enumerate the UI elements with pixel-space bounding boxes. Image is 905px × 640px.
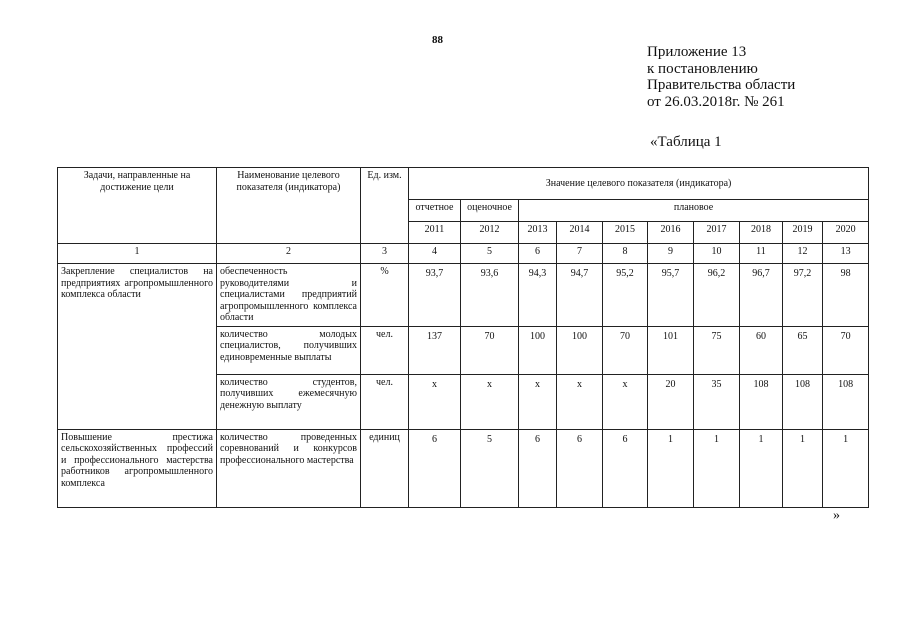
table-caption: «Таблица 1 bbox=[650, 134, 722, 150]
value-cell: 97,2 bbox=[783, 264, 823, 327]
unit-cell: % bbox=[361, 264, 409, 327]
value-cell: 1 bbox=[823, 429, 869, 507]
column-number: 4 bbox=[409, 244, 461, 264]
task-cell: Закрепление специалистов на предприятиях агропромышленного комплекса области bbox=[58, 264, 217, 430]
value-cell: 137 bbox=[409, 326, 461, 374]
column-number: 5 bbox=[461, 244, 519, 264]
column-number: 3 bbox=[361, 244, 409, 264]
closing-quote: » bbox=[833, 508, 840, 523]
column-number: 12 bbox=[783, 244, 823, 264]
value-cell: 100 bbox=[557, 326, 603, 374]
header-indicator: Наименование целевого показателя (индикатора) bbox=[217, 168, 361, 244]
value-cell: 70 bbox=[823, 326, 869, 374]
column-number: 1 bbox=[58, 244, 217, 264]
header-unit: Ед. изм. bbox=[361, 168, 409, 244]
header-task: Задачи, направленные на достижение цели bbox=[58, 168, 217, 244]
header-year: 2015 bbox=[603, 222, 648, 244]
appendix-line: Приложение 13 bbox=[647, 44, 747, 60]
value-cell: 35 bbox=[694, 374, 740, 429]
value-cell: 96,2 bbox=[694, 264, 740, 327]
value-cell: 70 bbox=[461, 326, 519, 374]
value-cell: х bbox=[557, 374, 603, 429]
value-cell: 1 bbox=[694, 429, 740, 507]
column-number: 11 bbox=[740, 244, 783, 264]
value-cell: 65 bbox=[783, 326, 823, 374]
value-cell: х bbox=[603, 374, 648, 429]
value-cell: 98 bbox=[823, 264, 869, 327]
value-cell: 108 bbox=[783, 374, 823, 429]
value-cell: 100 bbox=[519, 326, 557, 374]
page-number: 88 bbox=[432, 34, 443, 46]
unit-cell: чел. bbox=[361, 326, 409, 374]
value-cell: 95,2 bbox=[603, 264, 648, 327]
indicator-name: количество студентов, получивших ежемесячную денежную выплату bbox=[217, 374, 361, 429]
header-year: 2016 bbox=[648, 222, 694, 244]
value-cell: 6 bbox=[519, 429, 557, 507]
column-number: 8 bbox=[603, 244, 648, 264]
indicator-name: количество молодых специалистов, получивших единовременные выплаты bbox=[217, 326, 361, 374]
value-cell: 1 bbox=[783, 429, 823, 507]
column-number: 13 bbox=[823, 244, 869, 264]
value-cell: 95,7 bbox=[648, 264, 694, 327]
header-year: 2011 bbox=[409, 222, 461, 244]
unit-cell: единиц bbox=[361, 429, 409, 507]
header-year: 2018 bbox=[740, 222, 783, 244]
value-cell: х bbox=[519, 374, 557, 429]
header-year: 2013 bbox=[519, 222, 557, 244]
value-cell: 6 bbox=[557, 429, 603, 507]
header-estimated: оценочное bbox=[461, 200, 519, 222]
column-number: 10 bbox=[694, 244, 740, 264]
indicators-table bbox=[57, 167, 869, 508]
appendix-line: Правительства области bbox=[647, 77, 796, 93]
header-year: 2014 bbox=[557, 222, 603, 244]
table-row bbox=[58, 429, 869, 507]
value-cell: 108 bbox=[740, 374, 783, 429]
value-cell: 108 bbox=[823, 374, 869, 429]
task-cell: Повышение престижа сельскохозяйственных профессий и профессионального мастерства работников агропромышленного комплекса bbox=[58, 429, 217, 507]
value-cell: 94,7 bbox=[557, 264, 603, 327]
value-cell: 60 bbox=[740, 326, 783, 374]
value-cell: 94,3 bbox=[519, 264, 557, 327]
value-cell: 93,7 bbox=[409, 264, 461, 327]
indicator-name: количество проведенных соревнований и конкурсов профессионального мастерства bbox=[217, 429, 361, 507]
value-cell: 70 bbox=[603, 326, 648, 374]
appendix-line: к постановлению bbox=[647, 60, 758, 77]
column-number: 6 bbox=[519, 244, 557, 264]
header-planned: плановое bbox=[519, 200, 869, 222]
value-cell: 1 bbox=[648, 429, 694, 507]
value-cell: 5 bbox=[461, 429, 519, 507]
value-cell: 6 bbox=[409, 429, 461, 507]
value-cell: 75 bbox=[694, 326, 740, 374]
header-year: 2020 bbox=[823, 222, 869, 244]
value-cell: 93,6 bbox=[461, 264, 519, 327]
indicator-name: обеспеченность руководителями и специалистами предприятий агропромышленного комплекса области bbox=[217, 264, 361, 327]
header-year: 2012 bbox=[461, 222, 519, 244]
appendix-line: от 26.03.2018г. № 261 bbox=[647, 93, 785, 110]
value-cell: 20 bbox=[648, 374, 694, 429]
column-number: 9 bbox=[648, 244, 694, 264]
value-cell: х bbox=[461, 374, 519, 429]
value-cell: 6 bbox=[603, 429, 648, 507]
value-cell: 101 bbox=[648, 326, 694, 374]
table-row bbox=[58, 264, 869, 327]
column-number: 7 bbox=[557, 244, 603, 264]
header-value-group: Значение целевого показателя (индикатора) bbox=[409, 168, 869, 200]
column-number: 2 bbox=[217, 244, 361, 264]
header-reported: отчетное bbox=[409, 200, 461, 222]
header-year: 2019 bbox=[783, 222, 823, 244]
unit-cell: чел. bbox=[361, 374, 409, 429]
value-cell: 1 bbox=[740, 429, 783, 507]
header-year: 2017 bbox=[694, 222, 740, 244]
appendix-heading bbox=[647, 44, 795, 110]
value-cell: х bbox=[409, 374, 461, 429]
value-cell: 96,7 bbox=[740, 264, 783, 327]
